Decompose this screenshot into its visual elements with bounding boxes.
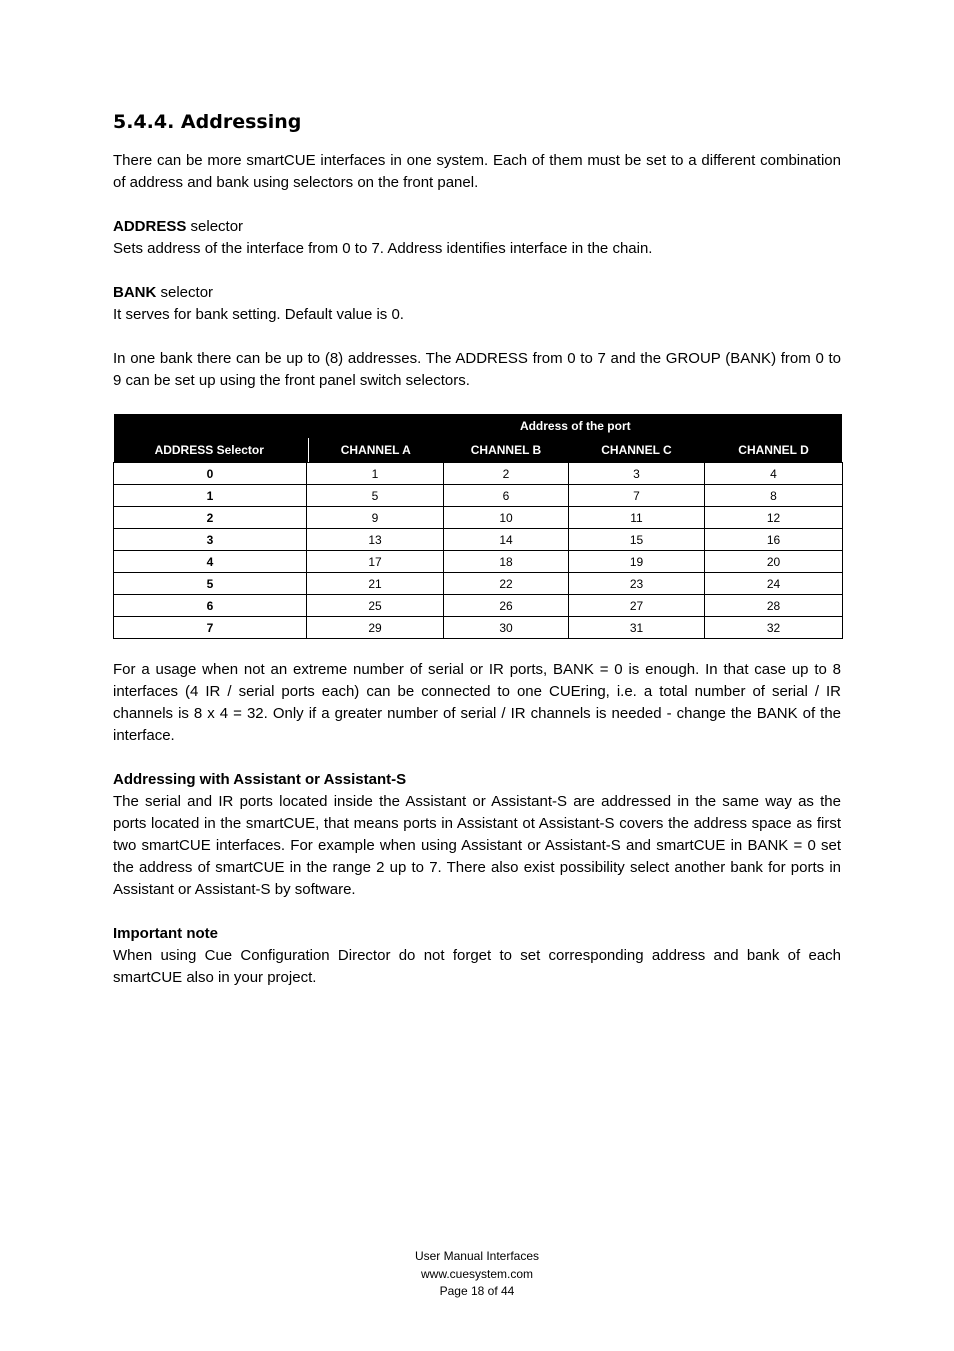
footer-website: www.cuesystem.com: [420, 1266, 534, 1281]
channel-c-cell: 11: [569, 507, 705, 529]
bank-paragraph: In one bank there can be up to (8) addresses. The ADDRESS from 0 to 7 and the GROUP (BANK) from 0 to 9 can be set up using the front panel switch selectors.: [113, 350, 841, 389]
channel-b-cell: 2: [444, 463, 569, 485]
channel-b-cell: 14: [444, 529, 569, 551]
address-selector-section: [113, 216, 841, 260]
channel-b-cell: 6: [444, 485, 569, 507]
bank-selector-bold: BANK: [113, 284, 157, 301]
channel-b-cell: 30: [444, 617, 569, 639]
channel-d-cell: 32: [705, 617, 843, 639]
table-row: [114, 573, 843, 595]
table-header-blank: [114, 414, 307, 438]
channel-c-cell: 7: [569, 485, 705, 507]
column-header-channel-a: CHANNEL A: [307, 438, 444, 463]
table-group-header-row: [114, 414, 843, 438]
channel-a-cell: 17: [307, 551, 444, 573]
footer-manual-title: User Manual Interfaces: [414, 1249, 540, 1263]
table-row: [114, 617, 843, 639]
channel-b-cell: 26: [444, 595, 569, 617]
bank-selector-heading: [113, 282, 841, 304]
column-header-address-selector: ADDRESS Selector: [114, 438, 307, 463]
channel-d-cell: 4: [705, 463, 843, 485]
table-row: [114, 551, 843, 573]
section-heading: 5.4.4. Addressing: [113, 111, 302, 133]
address-cell: 7: [114, 617, 307, 639]
important-note-heading: Important note: [113, 925, 218, 942]
bank-selector-section: [113, 282, 841, 326]
table-row: [114, 485, 843, 507]
page-footer: [0, 1248, 954, 1301]
channel-a-cell: 1: [307, 463, 444, 485]
column-header-channel-b: CHANNEL B: [444, 438, 569, 463]
channel-d-cell: 12: [705, 507, 843, 529]
channel-d-cell: 20: [705, 551, 843, 573]
document-body: [113, 108, 841, 1011]
bank-selector-rest: selector: [156, 284, 214, 301]
channel-b-cell: 10: [444, 507, 569, 529]
address-cell: 4: [114, 551, 307, 573]
channel-c-cell: 15: [569, 529, 705, 551]
address-selector-rest: selector: [186, 218, 244, 235]
address-selector-text: Sets address of the interface from 0 to 7. Address identifies interface in the chain.: [113, 240, 653, 257]
important-note-text: When using Cue Configuration Director do not forget to set corresponding address and bank of each smartCUE also in your project.: [113, 947, 841, 986]
channel-a-cell: 29: [307, 617, 444, 639]
channel-a-cell: 5: [307, 485, 444, 507]
channel-c-cell: 27: [569, 595, 705, 617]
bank-selector-text: It serves for bank setting. Default value is 0.: [113, 306, 404, 323]
channel-a-cell: 9: [307, 507, 444, 529]
table-row: [114, 595, 843, 617]
table-row: [114, 463, 843, 485]
channel-c-cell: 3: [569, 463, 705, 485]
table-column-header-row: [114, 438, 843, 463]
channel-a-cell: 25: [307, 595, 444, 617]
address-cell: 2: [114, 507, 307, 529]
address-cell: 5: [114, 573, 307, 595]
column-header-channel-c: CHANNEL C: [569, 438, 705, 463]
channel-b-cell: 18: [444, 551, 569, 573]
assistant-text: The serial and IR ports located inside the Assistant or Assistant-S are addressed in the same way as the ports located in the smartCUE, that means ports in Assistant ot Assistant-S covers the address space as first two smartCUE interfaces. For example when using Assistant or Assistant-S and smartCUE in BANK = 0 set the address of smartCUE in the range 2 up to 7. There also exist possibility select another bank for ports in Assistant or Assistant-S by software.: [113, 793, 841, 898]
address-cell: 1: [114, 485, 307, 507]
usage-paragraph: For a usage when not an extreme number of serial or IR ports, BANK = 0 is enough. In that case up to 8 interfaces (4 IR / serial ports each) can be connected to one CUEring, i.e. a total number of serial / IR channels is 8 x 4 = 32. Only if a greater number of serial / IR channels is needed - change the BANK of the interface.: [113, 661, 841, 744]
channel-d-cell: 16: [705, 529, 843, 551]
channel-c-cell: 19: [569, 551, 705, 573]
address-selector-heading: [113, 216, 841, 238]
assistant-section: [113, 769, 841, 901]
address-cell: 0: [114, 463, 307, 485]
channel-b-cell: 22: [444, 573, 569, 595]
address-cell: 3: [114, 529, 307, 551]
intro-paragraph: There can be more smartCUE interfaces in one system. Each of them must be set to a different combination of address and bank using selectors on the front panel.: [113, 152, 841, 191]
channel-d-cell: 8: [705, 485, 843, 507]
table-row: [114, 529, 843, 551]
channel-d-cell: 28: [705, 595, 843, 617]
table-group-header: Address of the port: [307, 414, 843, 438]
address-selector-bold: ADDRESS: [113, 218, 187, 235]
table-row: [114, 507, 843, 529]
important-note-section: [113, 923, 841, 989]
channel-c-cell: 23: [569, 573, 705, 595]
column-header-channel-d: CHANNEL D: [705, 438, 843, 463]
address-cell: 6: [114, 595, 307, 617]
channel-d-cell: 24: [705, 573, 843, 595]
footer-page-number: Page 18 of 44: [439, 1284, 515, 1298]
channel-c-cell: 31: [569, 617, 705, 639]
address-table: [113, 414, 843, 639]
assistant-heading: Addressing with Assistant or Assistant-S: [113, 771, 407, 788]
channel-a-cell: 21: [307, 573, 444, 595]
channel-a-cell: 13: [307, 529, 444, 551]
